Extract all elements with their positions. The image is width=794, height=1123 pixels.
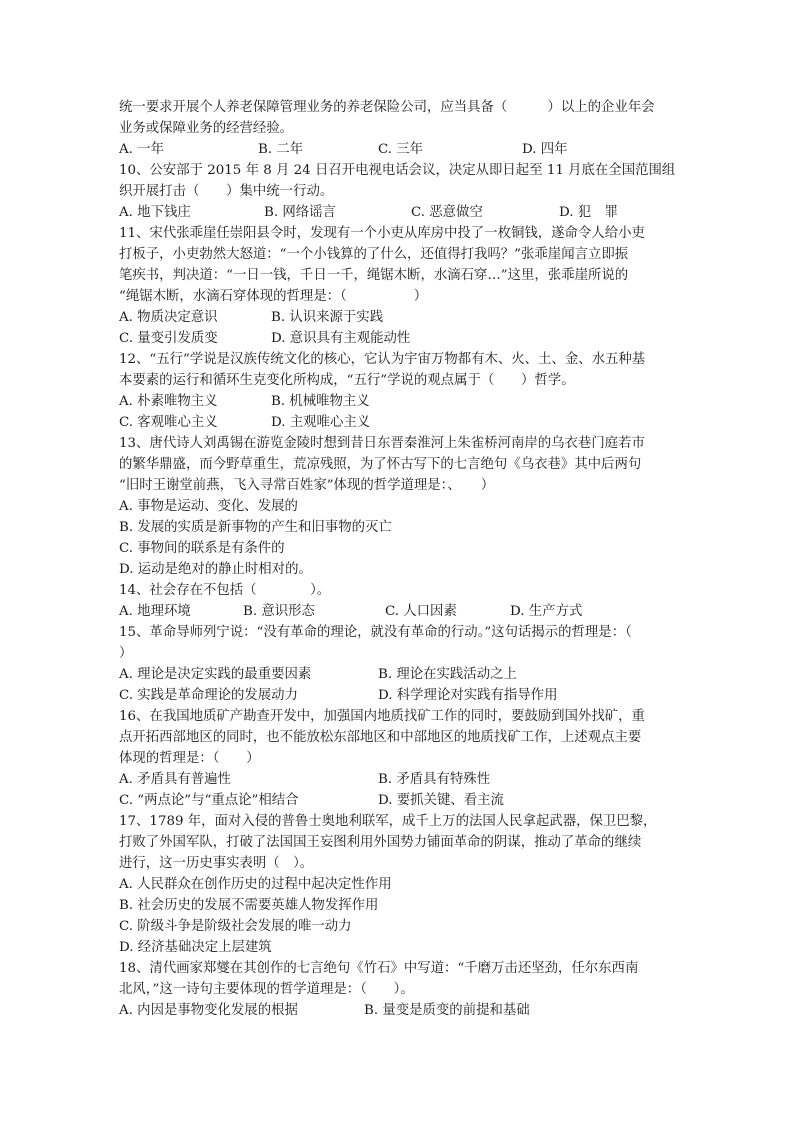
- option-c: C. 恶意做空: [411, 205, 483, 220]
- text-line: 业务或保障业务的经营经验。: [119, 121, 294, 136]
- option-b: B. 机械唯物主义: [271, 394, 370, 409]
- option-a: A. 物质决定意识: [119, 310, 218, 325]
- text-line: 13、唐代诗人刘禹锡在游览金陵时想到昔日东晋秦淮河上朱雀桥河南岸的乌衣巷门庭若市: [119, 436, 645, 451]
- text-line: 16、在我国地质矿产勘查开发中，加强国内地质找矿工作的同时，要鼓励到国外找矿，重: [119, 709, 645, 724]
- option-d: D. 生产方式: [510, 604, 583, 619]
- text-line: 北风，”这一诗句主要体现的哲学道理是：（ ）。: [119, 982, 414, 997]
- text-line: 打板子，小吏勃然大怒道：“一个小钱算的了什么，还值得打我吗？”张乖崖闻言立即振: [119, 247, 629, 262]
- text-line: 笔疾书，判决道：“一日一钱，千日一千，绳锯木断，水滴石穿…”这里，张乖崖所说的: [119, 268, 629, 283]
- option-a: A. 事物是运动、变化、发展的: [119, 499, 298, 514]
- text-line: 统一要求开展个人养老保障管理业务的养老保险公司，应当具备（ ）以上的企业年会: [119, 100, 655, 115]
- text-line: 进行，这一历史事实表明（ ）。: [119, 856, 314, 871]
- text-line: 的繁华鼎盛，而今野草重生，荒凉残照，为了怀古写下的七言绝句《乌衣巷》其中后两句: [119, 457, 642, 472]
- option-c: C. 阶级斗争是阶级社会发展的唯一动力: [119, 919, 352, 934]
- option-c: C. “两点论”与“重点论”相结合: [119, 793, 299, 808]
- text-line: 打败了外国军队，打破了法国国王妄图利用外国势力铺面革命的阴谋，推动了革命的继续: [119, 835, 642, 850]
- option-b: B. 理论在实践活动之上: [378, 667, 517, 682]
- option-d: D. 运动是绝对的静止时相对的。: [119, 562, 312, 577]
- text-line: 本要素的运行和循环生克变化所构成，“五行”学说的观点属于（ ）哲学。: [119, 373, 575, 388]
- option-c: C. 人口因素: [385, 604, 457, 619]
- option-b: B. 社会历史的发展不需要英雄人物发挥作用: [119, 898, 379, 913]
- option-d: D. 要抓关键、看主流: [378, 793, 504, 808]
- option-b: B. 二年: [258, 142, 304, 157]
- option-b: B. 意识形态: [243, 604, 315, 619]
- text-line: ）: [119, 646, 133, 661]
- option-a: A. 朴素唯物主义: [119, 394, 218, 409]
- text-line: 11、宋代张乖崖任崇阳县令时，发现有一个小吏从库房中投了一枚铜钱，遂命令人给小吏: [119, 226, 645, 241]
- option-c: C. 三年: [378, 142, 424, 157]
- option-c: C. 事物间的联系是有条件的: [119, 541, 285, 556]
- text-line: 12、“五行”学说是汉族传统文化的核心，它认为宇宙万物都有木、火、土、金、水五种基: [119, 352, 646, 367]
- option-a: A. 地理环境: [119, 604, 191, 619]
- text-line: 体现的哲理是：（ ）: [119, 751, 260, 766]
- option-b: B. 认识来源于实践: [271, 310, 384, 325]
- option-b: B. 矛盾具有特殊性: [378, 772, 491, 787]
- option-a: A. 理论是决定实践的最重要因素: [119, 667, 312, 682]
- option-a: A. 人民群众在创作历史的过程中起决定性作用: [119, 877, 392, 892]
- text-line: 点开拓西部地区的同时，也不能放松东部地区和中部地区的地质找矿工作，上述观点主要: [119, 730, 642, 745]
- option-a: A. 内因是事物变化发展的根据: [119, 1003, 298, 1018]
- option-a: A. 一年: [119, 142, 164, 157]
- text-line: “旧时王谢堂前燕，飞入寻常百姓家”体现的哲学道理是：、 ）: [119, 478, 495, 493]
- option-b: B. 发展的实质是新事物的产生和旧事物的灭亡: [119, 520, 392, 535]
- option-d: D. 犯 罪: [559, 205, 618, 220]
- option-a: A. 地下钱庄: [119, 205, 191, 220]
- text-line: 15、革命导师列宁说：“没有革命的理论，就没有革命的行动。”这句话揭示的哲理是：（: [119, 625, 632, 640]
- option-a: A. 矛盾具有普遍性: [119, 772, 231, 787]
- option-d: D. 四年: [522, 142, 568, 157]
- option-d: D. 主观唯心主义: [271, 415, 371, 430]
- text-line: 织开展打击（ ）集中统一行动。: [119, 184, 334, 199]
- option-d: D. 科学理论对实践有指导作用: [378, 688, 558, 703]
- option-b: B. 量变是质变的前提和基础: [364, 1003, 530, 1018]
- option-b: B. 网络谣言: [264, 205, 336, 220]
- text-line: 18、清代画家郑燮在其创作的七言绝句《竹石》中写道：“千磨万击还坚劲，任尔东西南: [119, 961, 639, 976]
- text-line: 17、1789 年，面对入侵的普鲁士奥地利联军，成千上万的法国人民拿起武器，保卫巴黎，: [119, 814, 657, 829]
- option-c: C. 量变引发质变: [119, 331, 218, 346]
- option-d: D. 意识具有主观能动性: [271, 331, 411, 346]
- text-line: 10、公安部于 2015 年 8 月 24 日召开电视电话会议，决定从即日起至 11 月底在全国范围组: [119, 163, 676, 178]
- option-d: D. 经济基础决定上层建筑: [119, 940, 272, 955]
- text-line: 14、社会存在不包括（ ）。: [119, 583, 331, 598]
- option-c: C. 客观唯心主义: [119, 415, 218, 430]
- text-line: “绳锯木断，水滴石穿体现的哲理是：（ ）: [119, 289, 428, 304]
- option-c: C. 实践是革命理论的发展动力: [119, 688, 298, 703]
